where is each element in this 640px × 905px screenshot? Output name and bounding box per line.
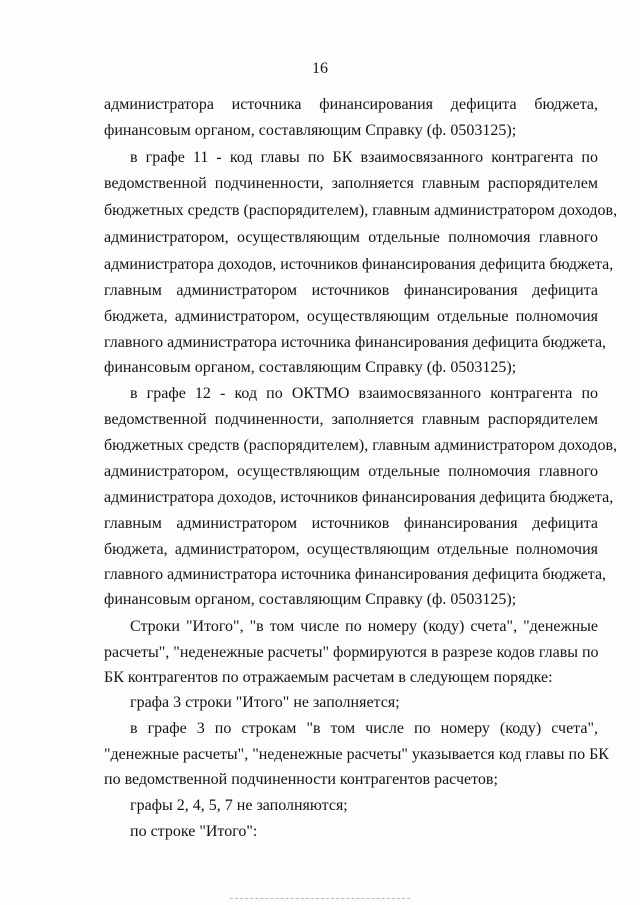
text-line: графы 2, 4, 5, 7 не заполняются; bbox=[130, 797, 348, 814]
text-line: бюджетных средств (распорядителем), главным администратором доходов, bbox=[104, 437, 618, 454]
text-line: расчеты", "неденежные расчеты" формируются в разрезе кодов главы по bbox=[104, 644, 599, 661]
text-line: администратора доходов, источников финансирования дефицита бюджета, bbox=[104, 489, 614, 506]
text-line: ведомственной подчиненности, заполняется главным распорядителем bbox=[104, 175, 598, 192]
text-line: БК контрагентов по отражаемым расчетам в следующем порядке: bbox=[104, 669, 553, 686]
text-line: графа 3 строки "Итого" не заполняется; bbox=[130, 694, 400, 711]
text-line: Строки "Итого", "в том числе по номеру (коду) счета", "денежные bbox=[130, 618, 598, 635]
page-number: 16 bbox=[312, 60, 328, 77]
text-line: главного администратора источника финансирования дефицита бюджета, bbox=[104, 566, 607, 583]
text-line: администратора доходов, источников финансирования дефицита бюджета, bbox=[104, 256, 614, 273]
text-line: бюджета, администратором, осуществляющим отдельные полномочия bbox=[104, 541, 598, 558]
text-line: в графе 11 - код главы по БК взаимосвязанного контрагента по bbox=[130, 149, 598, 166]
scan-edge-mark bbox=[230, 898, 410, 900]
text-line: в графе 12 - код по ОКТМО взаимосвязанного контрагента по bbox=[130, 385, 598, 402]
text-line: в графе 3 по строкам "в том числе по номеру (коду) счета", bbox=[130, 720, 598, 737]
text-line: администратором, осуществляющим отдельные полномочия главного bbox=[104, 229, 598, 246]
text-line: по строке "Итого": bbox=[130, 823, 258, 840]
text-line: главного администратора источника финансирования дефицита бюджета, bbox=[104, 334, 607, 351]
text-line: по ведомственной подчиненности контрагентов расчетов; bbox=[104, 771, 498, 788]
text-line: администратора источника финансирования дефицита бюджета, bbox=[104, 96, 598, 113]
text-line: бюджетных средств (распорядителем), главным администратором доходов, bbox=[104, 202, 618, 219]
text-line: ведомственной подчиненности, заполняется главным распорядителем bbox=[104, 411, 598, 428]
text-line: главным администратором источников финансирования дефицита bbox=[104, 282, 598, 299]
text-line: "денежные расчеты", "неденежные расчеты" указывается код главы по БК bbox=[104, 746, 609, 763]
text-line: бюджета, администратором, осуществляющим отдельные полномочия bbox=[104, 308, 598, 325]
text-line: главным администратором источников финансирования дефицита bbox=[104, 515, 598, 532]
text-line: финансовым органом, составляющим Справку (ф. 0503125); bbox=[104, 359, 517, 376]
text-line: финансовым органом, составляющим Справку (ф. 0503125); bbox=[104, 122, 517, 139]
text-line: финансовым органом, составляющим Справку (ф. 0503125); bbox=[104, 591, 517, 608]
text-line: администратором, осуществляющим отдельные полномочия главного bbox=[104, 463, 598, 480]
